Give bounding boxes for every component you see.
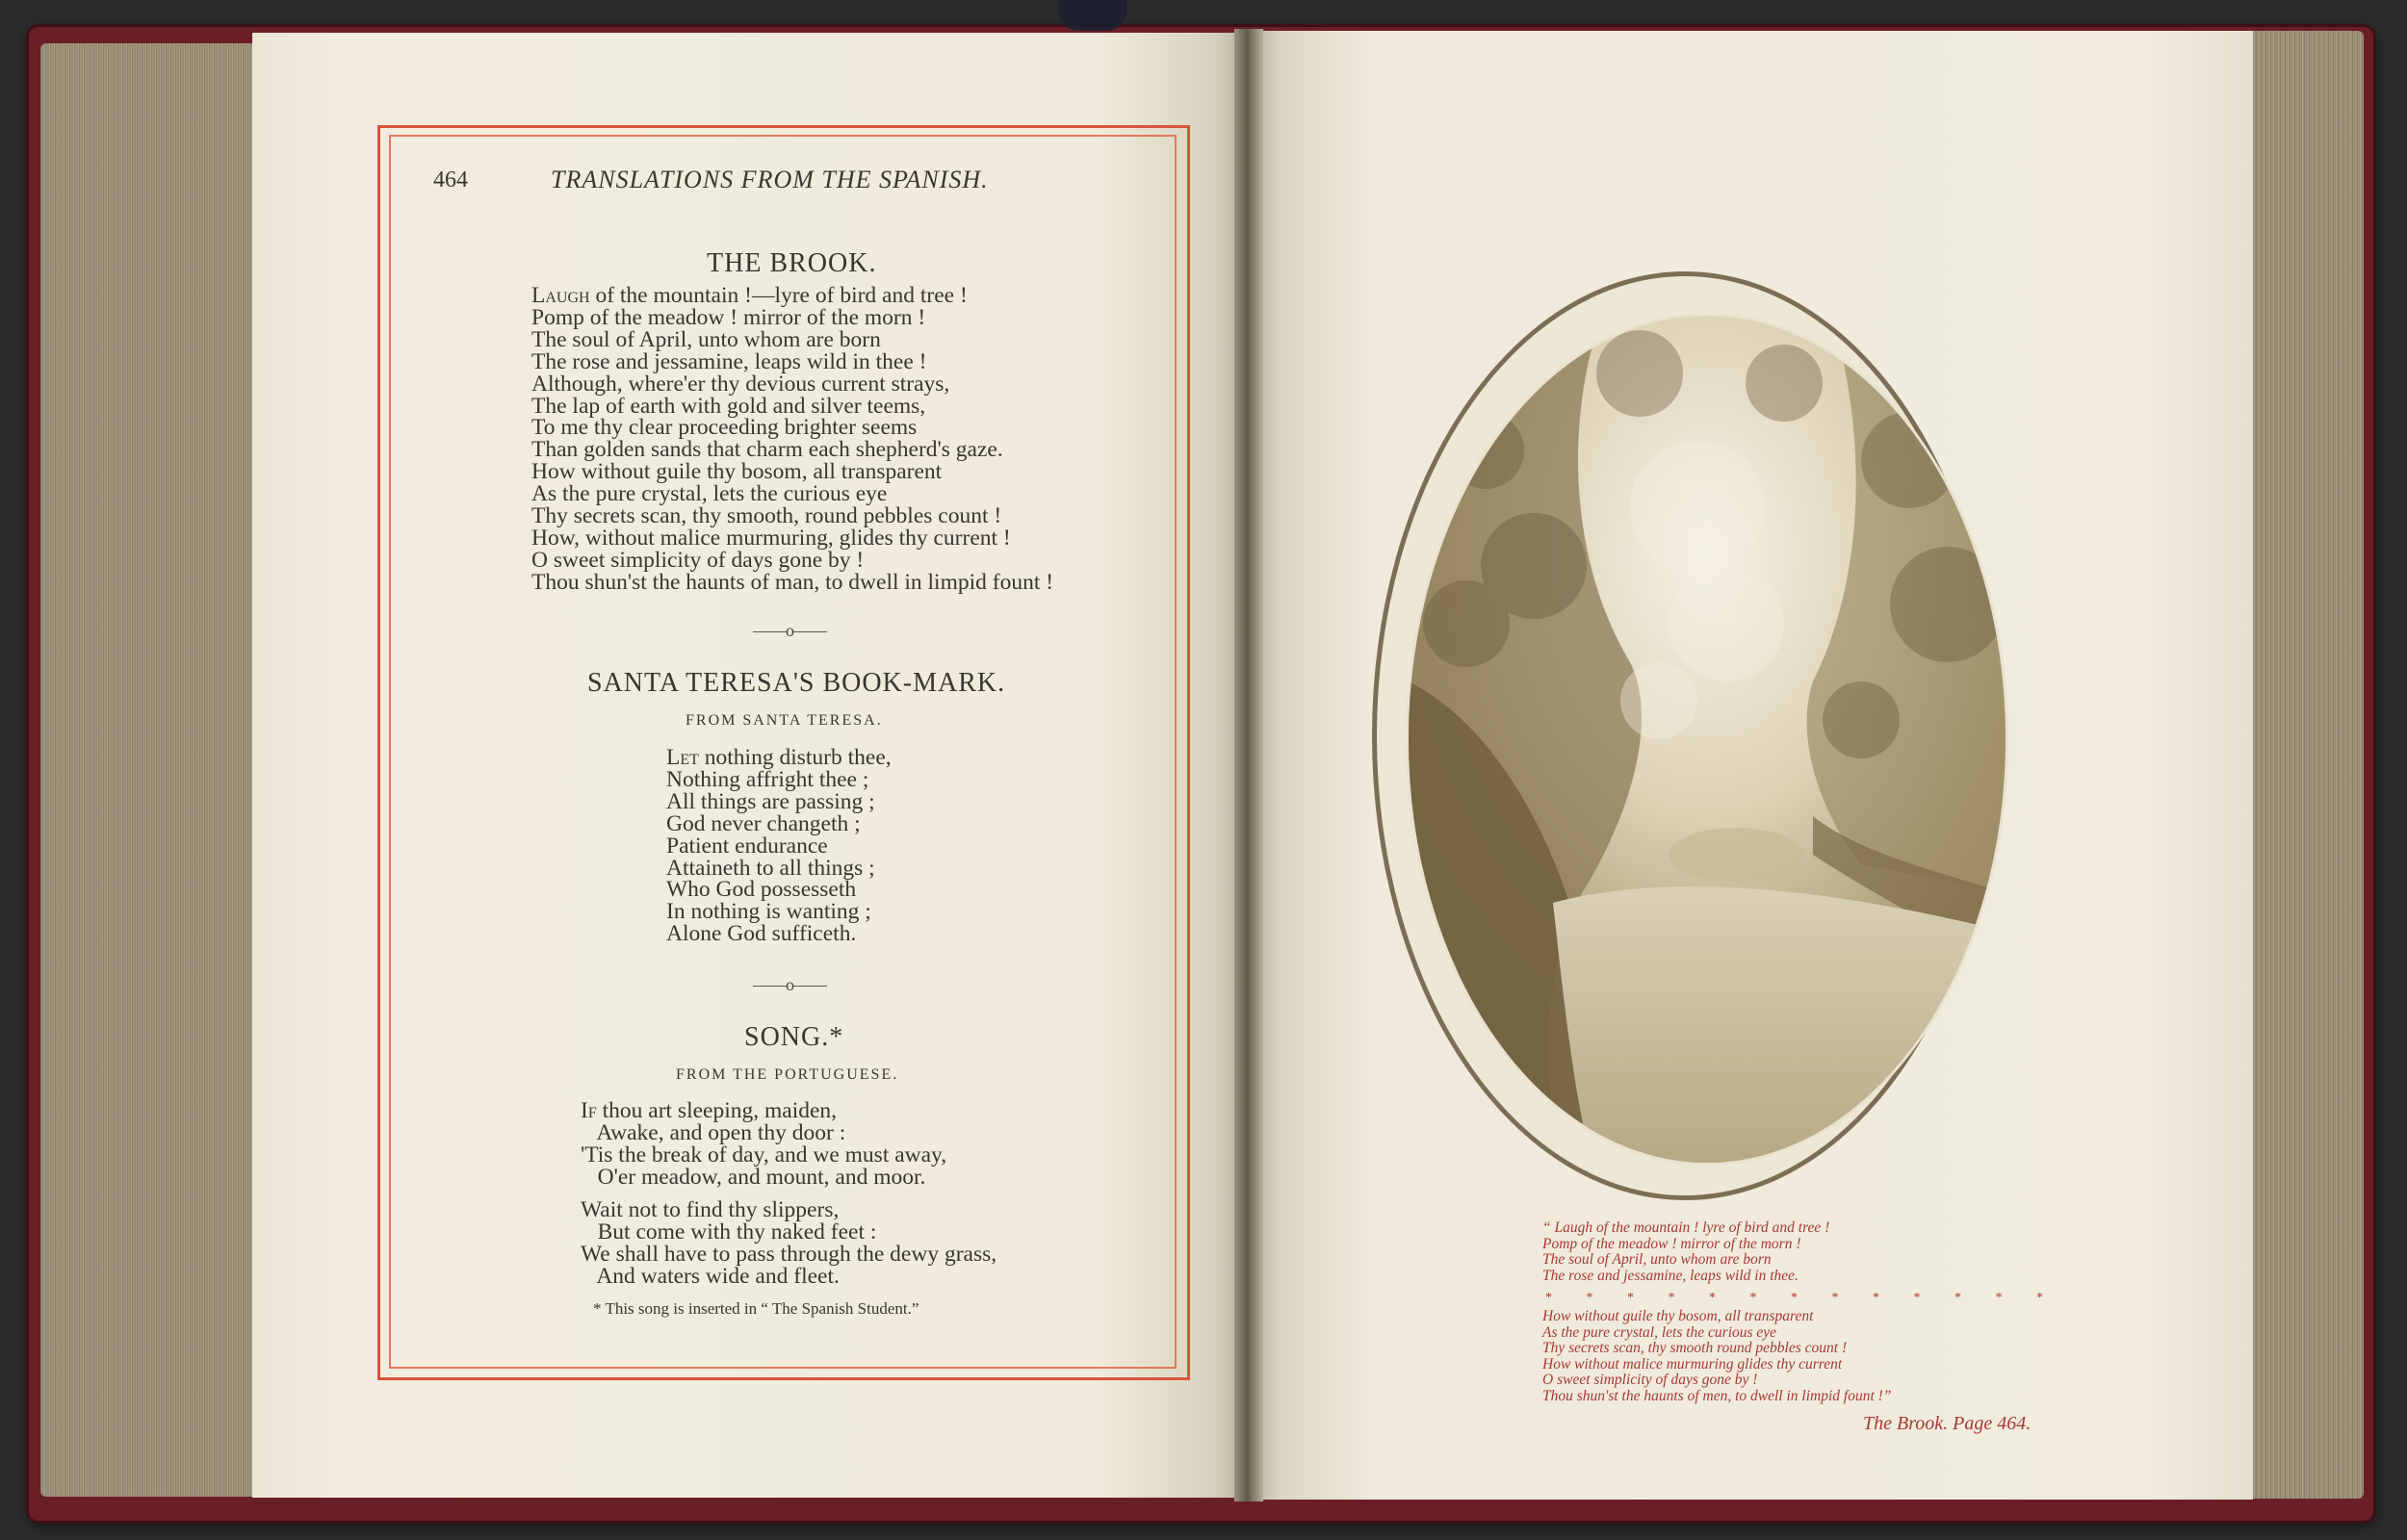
caption-star-divider: * * * * * * * * * * * * * bbox=[1545, 1291, 2058, 1305]
caption-line: As the pure crystal, lets the curious eye bbox=[1542, 1323, 1777, 1341]
poem-line: Wait not to find thy slippers, bbox=[581, 1197, 840, 1222]
poem-line: If thou art sleeping, maiden, bbox=[581, 1098, 838, 1123]
page-edges-right bbox=[2243, 31, 2364, 1499]
poem-line: How, without malice murmuring, glides thy current ! bbox=[531, 525, 1011, 551]
bookmark-ribbon bbox=[1059, 0, 1126, 31]
caption-line: Thou shun'st the haunts of men, to dwell in limpid fount !” bbox=[1542, 1387, 1892, 1404]
book-gutter bbox=[1234, 29, 1263, 1502]
poem-line: The lap of earth with gold and silver teems, bbox=[531, 393, 926, 419]
brook-photograph bbox=[1406, 313, 2008, 1166]
photo-caption-lower bbox=[1542, 1309, 1891, 1404]
initial-word: Laugh bbox=[531, 283, 590, 308]
poem-line: Pomp of the meadow ! mirror of the morn ! bbox=[531, 304, 926, 330]
poem-line: But come with thy naked feet : bbox=[581, 1219, 877, 1245]
caption-line: Thy secrets scan, thy smooth round pebbles count ! bbox=[1542, 1340, 1848, 1356]
poem-line: Awake, and open thy door : bbox=[581, 1119, 846, 1145]
poem-song-stanza-2 bbox=[581, 1199, 996, 1288]
poem-line: To me thy clear proceeding brighter seems bbox=[531, 415, 918, 441]
poem-teresa-text bbox=[666, 747, 892, 945]
poem-subtitle-song: FROM THE PORTUGUESE. bbox=[676, 1066, 899, 1083]
page-number: 464 bbox=[433, 167, 468, 192]
poem-song-stanza-1 bbox=[581, 1100, 946, 1189]
poem-line: Laugh of the mountain !—lyre of bird and tree ! bbox=[531, 283, 968, 308]
poem-line: In nothing is wanting ; bbox=[666, 899, 871, 925]
poem-line: And waters wide and fleet. bbox=[581, 1263, 840, 1289]
poem-line: All things are passing ; bbox=[666, 788, 875, 814]
poem-line: Nothing affright thee ; bbox=[666, 766, 869, 792]
poem-line: God never changeth ; bbox=[666, 810, 861, 836]
poem-line: Thy secrets scan, thy smooth, round pebbles count ! bbox=[531, 503, 1002, 529]
poem-line: We shall have to pass through the dewy grass, bbox=[581, 1241, 997, 1267]
poem-line: The soul of April, unto whom are born bbox=[531, 326, 881, 352]
footnote: * This song is inserted in “ The Spanish Student.” bbox=[593, 1299, 919, 1318]
initial-word: If bbox=[581, 1098, 597, 1123]
poem-title-song: SONG.* bbox=[744, 1022, 844, 1052]
caption-line: O sweet simplicity of days gone by ! bbox=[1542, 1372, 1758, 1388]
poem-line: O'er meadow, and mount, and moor. bbox=[581, 1164, 926, 1190]
poem-brook-text bbox=[531, 285, 1053, 594]
poem-line: O sweet simplicity of days gone by ! bbox=[531, 547, 865, 573]
poem-line: Patient endurance bbox=[666, 833, 828, 859]
caption-line: The rose and jessamine, leaps wild in thee. bbox=[1542, 1267, 1799, 1284]
poem-line: Alone God sufficeth. bbox=[666, 921, 857, 947]
poem-line: The rose and jessamine, leaps wild in thee ! bbox=[531, 348, 927, 374]
poem-line: Although, where'er thy devious current strays, bbox=[531, 371, 950, 397]
caption-line: How without guile thy bosom, all transparent bbox=[1542, 1308, 1814, 1324]
poem-line: Who God possesseth bbox=[666, 877, 857, 903]
photo-caption-upper bbox=[1542, 1220, 1829, 1284]
poem-lines bbox=[531, 304, 1054, 595]
plate-label: The Brook. Page 464. bbox=[1863, 1413, 2032, 1434]
poem-lines bbox=[666, 766, 892, 947]
caption-line: The soul of April, unto whom are born bbox=[1542, 1251, 1772, 1268]
caption-line: “ Laugh of the mountain ! lyre of bird and tree ! bbox=[1542, 1219, 1830, 1236]
poem-line: As the pure crystal, lets the curious eye bbox=[531, 481, 888, 507]
section-divider: ——o—— bbox=[753, 621, 826, 640]
poem-line: How without guile thy bosom, all transparent bbox=[531, 459, 943, 485]
section-divider: ——o—— bbox=[753, 975, 826, 994]
poem-line: Attaineth to all things ; bbox=[666, 855, 875, 881]
page-edges-left bbox=[40, 43, 272, 1497]
poem-title-teresa: SANTA TERESA'S BOOK-MARK. bbox=[587, 668, 1006, 698]
poem-subtitle-teresa: FROM SANTA TERESA. bbox=[686, 712, 883, 729]
poem-line: Than golden sands that charm each shepherd's gaze. bbox=[531, 437, 1003, 463]
initial-word: Let bbox=[666, 745, 699, 770]
caption-line: How without malice murmuring glides thy current bbox=[1542, 1355, 1843, 1373]
poem-title-brook: THE BROOK. bbox=[707, 248, 877, 278]
poem-line: 'Tis the break of day, and we must away, bbox=[581, 1142, 947, 1168]
poem-lines bbox=[581, 1119, 947, 1190]
poem-line: Thou shun'st the haunts of man, to dwell in limpid fount ! bbox=[531, 569, 1054, 595]
caption-line: Pomp of the meadow ! mirror of the morn ! bbox=[1542, 1235, 1801, 1252]
poem-line: Let nothing disturb thee, bbox=[666, 745, 892, 770]
landscape-photo-image bbox=[1409, 316, 2006, 1163]
running-head: TRANSLATIONS FROM THE SPANISH. bbox=[551, 166, 989, 193]
